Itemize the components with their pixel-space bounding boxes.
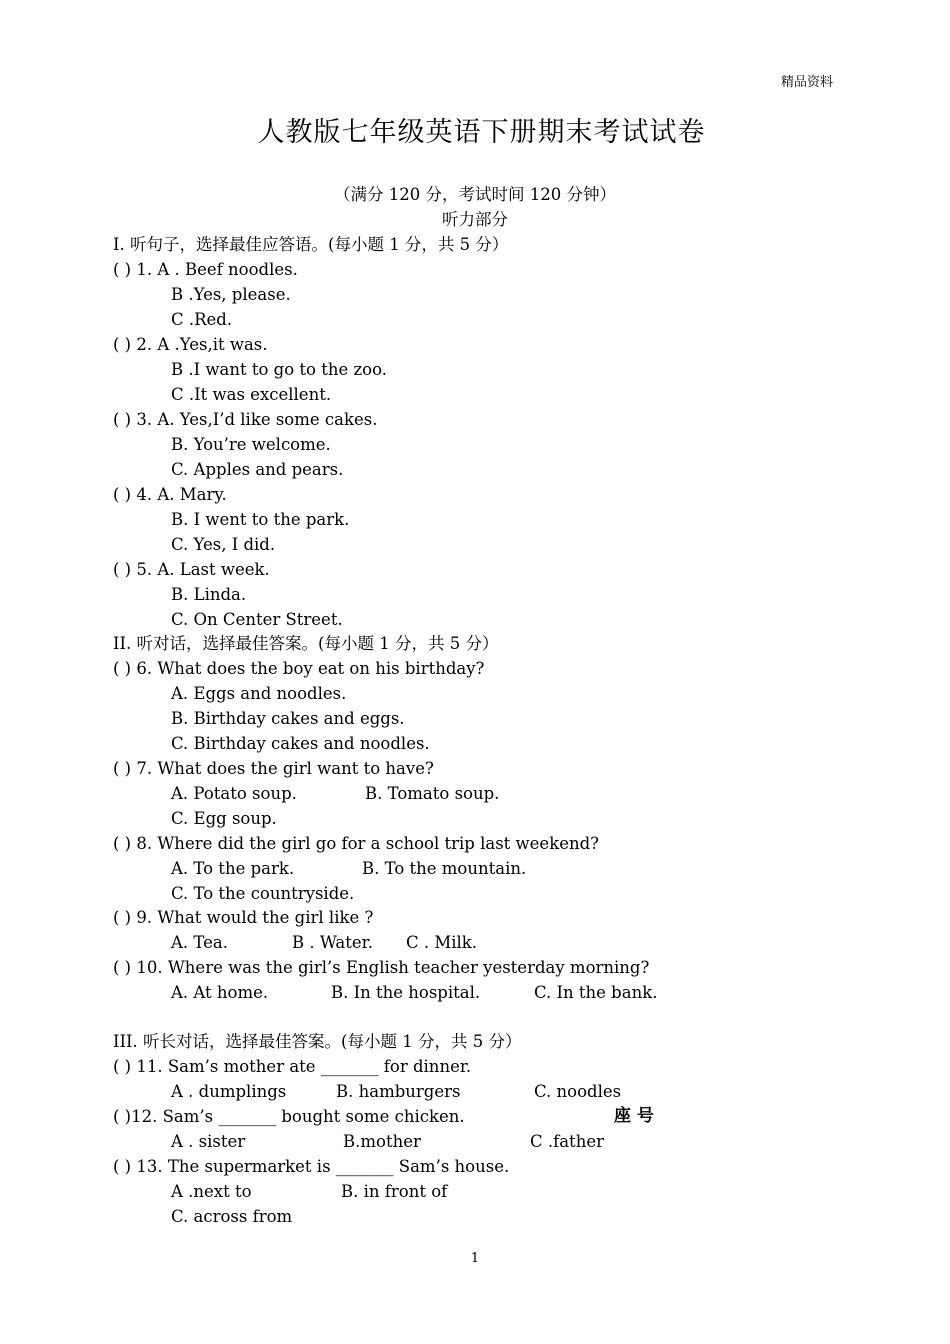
- answer-option: C .father: [530, 1132, 604, 1151]
- answer-option: C. noodles: [534, 1082, 622, 1101]
- question-stem: ( ) 9. What would the girl like ?: [113, 908, 374, 927]
- answer-option: B. I went to the park.: [171, 510, 350, 529]
- answer-option: A. Potato soup.: [171, 784, 297, 803]
- answer-option: B. Tomato soup.: [365, 784, 500, 803]
- question-stem: ( ) 6. What does the boy eat on his birthday?: [113, 659, 485, 678]
- answer-option: C. Birthday cakes and noodles.: [171, 734, 430, 753]
- section-heading: II. 听对话，选择最佳答案。(每小题 1 分，共 5 分）: [113, 634, 499, 653]
- answer-option: A. Eggs and noodles.: [171, 684, 347, 703]
- answer-option: C. across from: [171, 1207, 293, 1226]
- answer-option: B . Water.: [292, 933, 373, 952]
- question-stem: ( ) 13. The supermarket is _______ Sam’s house.: [113, 1157, 510, 1176]
- answer-option: C .Red.: [171, 310, 233, 329]
- answer-option: A. At home.: [171, 983, 269, 1002]
- answer-option: B. in front of: [341, 1182, 448, 1201]
- answer-option: C. Apples and pears.: [171, 460, 344, 479]
- answer-option: A .next to: [171, 1182, 252, 1201]
- answer-option: C. Yes, I did.: [171, 535, 276, 554]
- answer-option: C . Milk.: [406, 933, 478, 952]
- answer-option: C. On Center Street.: [171, 610, 343, 629]
- answer-option: A . sister: [171, 1132, 246, 1151]
- question-stem: ( ) 2. A .Yes,it was.: [113, 335, 268, 354]
- question-stem: ( ) 7. What does the girl want to have?: [113, 759, 434, 778]
- answer-option: C .It was excellent.: [171, 385, 332, 404]
- answer-option: C. Egg soup.: [171, 809, 277, 828]
- answer-option: A. To the park.: [171, 859, 295, 878]
- answer-option: A . dumplings: [171, 1082, 287, 1101]
- part-label: 听力部分: [442, 210, 508, 229]
- watermark: 精品资料: [781, 75, 834, 90]
- answer-option: B. hamburgers: [336, 1082, 461, 1101]
- answer-option: B. Birthday cakes and eggs.: [171, 709, 405, 728]
- question-stem: ( ) 5. A. Last week.: [113, 560, 270, 579]
- answer-option: B .I want to go to the zoo.: [171, 360, 387, 379]
- seat-number-label: 座 号: [614, 1106, 654, 1126]
- answer-option: C. To the countryside.: [171, 884, 355, 903]
- answer-option: C. In the bank.: [534, 983, 658, 1002]
- question-stem: ( ) 10. Where was the girl’s English teacher yesterday morning?: [113, 958, 650, 977]
- answer-option: B.mother: [343, 1132, 421, 1151]
- question-stem: ( ) 3. A. Yes,I’d like some cakes.: [113, 410, 378, 429]
- exam-info: （满分 120 分，考试时间 120 分钟）: [334, 185, 616, 204]
- answer-option: B. You’re welcome.: [171, 435, 331, 454]
- answer-option: B. To the mountain.: [362, 859, 527, 878]
- question-stem: ( )12. Sam’s _______ bought some chicken.: [113, 1107, 465, 1126]
- question-stem: ( ) 1. A . Beef noodles.: [113, 260, 298, 279]
- question-stem: ( ) 11. Sam’s mother ate _______ for dinner.: [113, 1057, 472, 1076]
- answer-option: B. Linda.: [171, 585, 247, 604]
- section-heading: III. 听长对话，选择最佳答案。(每小题 1 分，共 5 分）: [113, 1032, 522, 1051]
- page-title: 人教版七年级英语下册期末考试试卷: [257, 117, 706, 148]
- answer-option: B .Yes, please.: [171, 285, 291, 304]
- answer-option: B. In the hospital.: [331, 983, 481, 1002]
- answer-option: A. Tea.: [171, 933, 228, 952]
- section-heading: I. 听句子，选择最佳应答语。(每小题 1 分，共 5 分）: [113, 235, 509, 254]
- question-stem: ( ) 4. A. Mary.: [113, 485, 227, 504]
- question-stem: ( ) 8. Where did the girl go for a school trip last weekend?: [113, 834, 599, 853]
- page-number: 1: [470, 1251, 480, 1266]
